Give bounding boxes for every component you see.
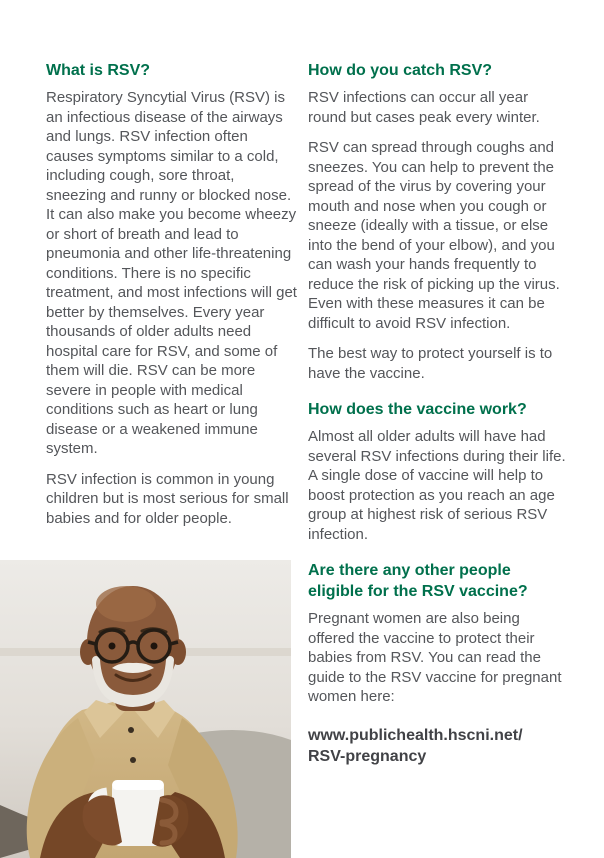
paragraph-vaccine-boost: Almost all older adults will have had several RSV infections during their life. A single dose of vaccine will help to boost protection as you reach an age group at highest risk of serious RSV infection.: [308, 428, 566, 543]
photo-man-eye: [109, 643, 116, 650]
heading-how-catch-rsv: How do you catch RSV?: [308, 62, 493, 79]
paragraph-pregnant-women: Pregnant women are also being offered the vaccine to protect their babies from RSV. You can read the guide to the RSV vaccine for pregnant women here:: [308, 610, 562, 705]
rsv-pregnancy-url-line1: www.publichealth.hscni.net/: [308, 726, 523, 744]
rsv-pregnancy-url-line2: RSV-pregnancy: [308, 747, 427, 765]
paragraph-cases-peak-winter: RSV infections can occur all year round but cases peak every winter.: [308, 89, 540, 126]
photo-shirt-button: [130, 757, 136, 763]
photo-man-head-highlight: [96, 586, 156, 622]
paragraph-best-way-protect: The best way to protect yourself is to have the vaccine.: [308, 345, 553, 382]
older-man-holding-mug-photo: [0, 560, 291, 858]
left-column: [46, 60, 298, 539]
paragraph-rsv-description: Respiratory Syncytial Virus (RSV) is an infectious disease of the airways and lungs. RSV infection often causes symptoms similar to a cold, including cough, sore throat, sneezing and runny or blocked nose. It can also make you become wheezy or short of breath and lead to pneumonia and other life-threatening conditions. There is no specific treatment, and most infections will get better by themselves. Every year thousands of older adults need hospital care for RSV, and some of them will die. RSV can be more severe in people with medical conditions such as heart or lung disease or a weakened immune system.: [46, 89, 297, 457]
right-column: [308, 60, 568, 767]
paragraph-spread-prevention: RSV can spread through coughs and sneezes. You can help to prevent the spread of the virus by covering your mouth and nose when you cough or sneeze (ideally with a tissue, or else into the bend of your elbow), and you can wash your hands frequently to reduce the risk of picking up the virus. Even with these measures it can be difficult to avoid RSV infection.: [308, 139, 560, 332]
heading-how-vaccine-works: How does the vaccine work?: [308, 401, 527, 418]
paragraph-rsv-common: RSV infection is common in young children but is most serious for small babies and for older people.: [46, 470, 289, 527]
rsv-pregnancy-url[interactable]: [308, 725, 568, 767]
photo-shirt-button: [128, 727, 134, 733]
heading-other-eligible-people: Are there any other people eligible for the RSV vaccine?: [308, 562, 528, 600]
heading-what-is-rsv: What is RSV?: [46, 62, 151, 79]
photo-man-eye: [151, 643, 158, 650]
